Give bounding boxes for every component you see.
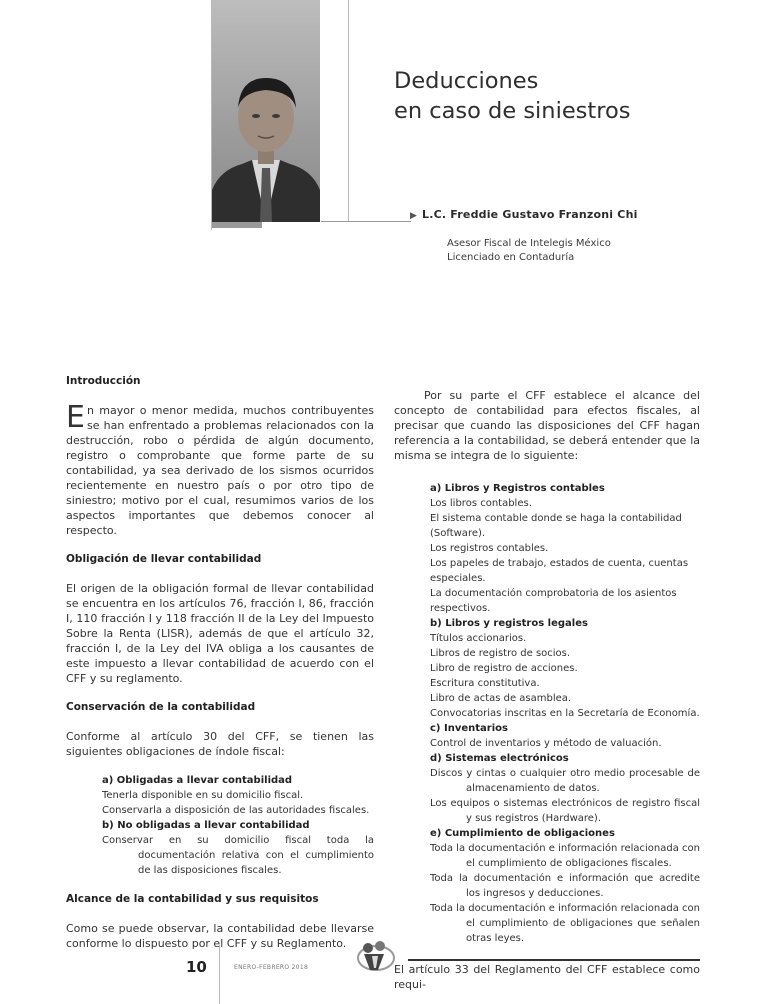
list-item: Convocatorias inscritas en la Secretaría de Economía. bbox=[430, 708, 700, 719]
article-title bbox=[394, 66, 630, 126]
list-item: Los papeles de trabajo, estados de cuenta, cuentas especiales. bbox=[430, 558, 689, 584]
right-column bbox=[394, 388, 700, 992]
obligacion-heading: Obligación de llevar contabilidad bbox=[66, 553, 262, 565]
author-role bbox=[447, 237, 611, 265]
author-photo bbox=[212, 0, 320, 222]
list-item: Títulos accionarios. bbox=[430, 633, 527, 644]
list-item: Toda la documentación e información relacionada con el cumplimiento de obligaciones que señalen otras leyes. bbox=[430, 903, 700, 944]
list-item: Toda la documentación e información que acredite los ingresos y deducciones. bbox=[430, 873, 700, 899]
intro-text: n mayor o menor medida, muchos contribuyentes se han enfrentado a problemas relacionados con la destrucción, robo o pérdida de algún documento, registro o comprobante que forme parte de su contabilidad, ya sea derivado de los sismos ocurridos recientemente en nuestro país o por otro tipo de siniestro; motivo por el cual, resumimos varios de los aspectos importantes que debemos conocer al respecto. bbox=[66, 404, 374, 537]
footer-vertical-rule bbox=[219, 945, 220, 1004]
conservacion-heading: Conservación de la contabilidad bbox=[66, 701, 256, 713]
alcance-paragraph: Como se puede observar, la contabilidad debe llevarse conforme lo dispuesto por el CFF y su Reglamento. bbox=[66, 922, 374, 950]
triangle-arrow-icon: ▶ bbox=[410, 211, 417, 221]
role-line-2: Licenciado en Contaduría bbox=[447, 252, 575, 263]
list-heading: b) Libros y registros legales bbox=[430, 618, 588, 629]
footer-rule bbox=[408, 959, 700, 961]
closing-paragraph: El artículo 33 del Reglamento del CFF establece como requi- bbox=[394, 963, 700, 991]
list-heading: a) Libros y Registros contables bbox=[430, 483, 605, 494]
list-heading: c) Inventarios bbox=[430, 723, 508, 734]
list-heading: a) Obligadas a llevar contabilidad bbox=[102, 775, 293, 786]
contabilidad-list bbox=[430, 481, 700, 946]
list-item: La documentación comprobatoria de los asientos respectivos. bbox=[430, 588, 677, 614]
alcance-heading: Alcance de la contabilidad y sus requisitos bbox=[66, 893, 319, 905]
conservacion-paragraph: Conforme al artículo 30 del CFF, se tienen las siguientes obligaciones de índole fiscal: bbox=[66, 730, 374, 758]
list-item: Libros de registro de socios. bbox=[430, 648, 571, 659]
obligacion-paragraph: El origen de la obligación formal de llevar contabilidad se encuentra en los artículos 76, fracción I, 86, fracción I, 110 fracción I y 118 fracción II de la Ley del Impuesto Sobre la Renta (LISR), además de que el artículo 32, fracción I, de la Ley del IVA obliga a los causantes de este impuesto a llevar contabilidad de acuerdo con el CFF y su reglamento. bbox=[66, 582, 374, 685]
drop-cap: E bbox=[66, 400, 85, 435]
intro-heading: Introducción bbox=[66, 375, 141, 387]
title-line-1: Deducciones bbox=[394, 68, 539, 94]
list-item: Los equipos o sistemas electrónicos de registro fiscal y sus registros (Hardware). bbox=[430, 798, 700, 824]
publication-logo bbox=[356, 940, 408, 978]
role-line-1: Asesor Fiscal de Intelegis México bbox=[447, 238, 611, 249]
list-item: Control de inventarios y método de valuación. bbox=[430, 738, 662, 749]
list-item: Los registros contables. bbox=[430, 543, 549, 554]
list-heading: e) Cumplimiento de obligaciones bbox=[430, 828, 615, 839]
author-name: L.C. Freddie Gustavo Franzoni Chi bbox=[422, 208, 638, 221]
list-item: Discos y cintas o cualquier otro medio procesable de almacenamiento de datos. bbox=[430, 768, 700, 794]
right-intro-paragraph: Por su parte el CFF establece el alcance del concepto de contabilidad para efectos fiscales, al precisar que cuando las disposiciones del CFF hagan referencia a la contabilidad, se deberá entender que la misma se integra de lo siguiente: bbox=[394, 389, 700, 462]
list-item: Escritura constitutiva. bbox=[430, 678, 540, 689]
left-column bbox=[66, 374, 374, 951]
issue-date: ENERO-FEBRERO 2018 bbox=[234, 964, 309, 971]
list-heading: d) Sistemas electrónicos bbox=[430, 753, 569, 764]
list-item: Conservar en su domicilio fiscal toda la documentación relativa con el cumplimiento de las disposiciones fiscales. bbox=[102, 835, 374, 876]
list-item: Libro de registro de acciones. bbox=[430, 663, 578, 674]
conservacion-list bbox=[102, 773, 374, 878]
list-item: Toda la documentación e información relacionada con el cumplimiento de obligaciones fiscales. bbox=[430, 843, 700, 869]
list-item: Conservarla a disposición de las autoridades fiscales. bbox=[102, 805, 370, 816]
vertical-rule-right bbox=[348, 0, 349, 222]
list-item: El sistema contable donde se haga la contabilidad (Software). bbox=[430, 513, 682, 539]
list-item: Tenerla disponible en su domicilio fiscal. bbox=[102, 790, 304, 801]
list-item: Libro de actas de asamblea. bbox=[430, 693, 572, 704]
title-line-2: en caso de siniestros bbox=[394, 98, 631, 124]
photo-accent-bar bbox=[212, 222, 262, 228]
author-rule bbox=[321, 221, 411, 222]
list-heading: b) No obligadas a llevar contabilidad bbox=[102, 820, 310, 831]
list-item: Los libros contables. bbox=[430, 498, 532, 509]
intro-paragraph bbox=[66, 400, 374, 538]
page-number: 10 bbox=[186, 958, 207, 976]
